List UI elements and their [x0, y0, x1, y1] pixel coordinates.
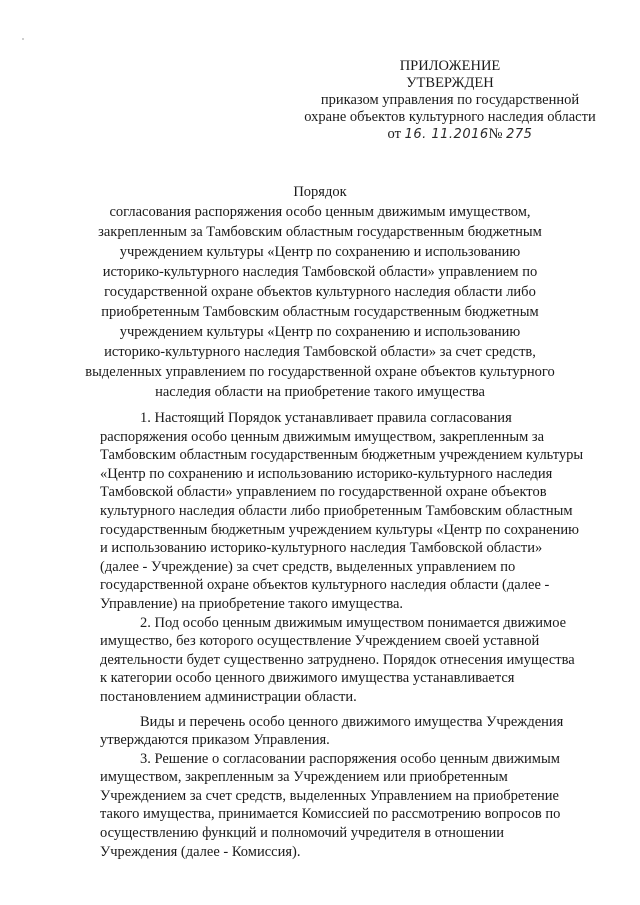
handwritten-number: 275	[506, 127, 533, 142]
document-title	[70, 182, 570, 402]
approval-date-line	[320, 126, 600, 143]
paragraph-line: государственной охране объектов культурного наследия области (далее -	[100, 577, 550, 594]
title-line: закрепленным за Тамбовским областным государственным бюджетным	[98, 224, 542, 240]
paragraph-line: «Центр по сохранению и использованию историко-культурного наследия	[100, 465, 553, 482]
title-line: государственной охране объектов культурного наследия области либо	[104, 284, 536, 300]
paragraph-1	[100, 409, 605, 614]
paragraph-line: 3. Решение о согласовании распоряжения особо ценным движимым	[140, 750, 560, 767]
date-prefix: от	[387, 126, 401, 142]
approval-order-line-2: охране объектов культурного наследия области	[304, 109, 596, 125]
paragraph-line: имуществом, закрепленным за Учреждением или приобретенным	[100, 769, 508, 786]
scan-speck	[22, 38, 24, 40]
title-line: согласования распоряжения особо ценным движимым имуществом,	[109, 204, 531, 220]
approval-stamp-block	[300, 58, 600, 143]
paragraph-line: имущество, без которого осуществление Учреждением своей уставной	[100, 633, 540, 650]
title-line: приобретенным Тамбовским областным государственным бюджетным	[101, 304, 539, 320]
paragraph-line: культурного наследия области либо приобретенным Тамбовским областным	[100, 502, 573, 519]
paragraph-line: деятельности будет существенно затруднено. Порядок отнесения имущества	[100, 651, 575, 668]
title-line: учреждением культуры «Центр по сохранению и использованию	[119, 244, 521, 260]
paragraph-line: Тамбовским областным государственным бюджетным учреждением культуры	[100, 447, 584, 464]
number-prefix: №	[488, 126, 503, 142]
paragraph-line: Тамбовской области» управлением по государственной охране объектов	[100, 484, 547, 501]
paragraph-line: Учреждением за счет средств, выделенных Управлением на приобретение	[100, 787, 559, 804]
paragraph-line: 1. Настоящий Порядок устанавливает правила согласования	[140, 410, 512, 426]
approval-order-line-1: приказом управления по государственной	[320, 92, 580, 108]
paragraph-line: Виды и перечень особо ценного движимого имущества Учреждения	[140, 713, 564, 730]
paragraph-line: к категории особо ценного движимого имущества устанавливается	[100, 670, 515, 687]
paragraph-line: утверждаются приказом Управления.	[100, 732, 330, 749]
title-line: историко-культурного наследия Тамбовской области» управлением по	[102, 264, 538, 280]
paragraph-line: Учреждения (далее - Комиссия).	[100, 843, 301, 860]
title-line: выделенных управлением по государственной охране объектов культурного	[85, 364, 555, 380]
title-line: историко-культурного наследия Тамбовской области» за счет средств,	[104, 344, 536, 360]
paragraph-line: Управление) на приобретение такого имущества.	[100, 595, 404, 612]
approval-heading: ПРИЛОЖЕНИЕ	[399, 58, 501, 74]
handwritten-date: 16. 11.2016	[404, 127, 489, 142]
document-body	[100, 409, 605, 861]
paragraph-line: осуществлению функций и полномочий учредителя в отношении	[100, 825, 505, 842]
title-line: наследия области на приобретение такого имущества	[155, 384, 485, 400]
paragraph-line: государственным бюджетным учреждением культуры «Центр по сохранению	[100, 521, 579, 538]
paragraph-line: и использованию историко-культурного наследия Тамбовской области»	[100, 540, 543, 557]
paragraph-4	[100, 750, 605, 862]
title-line: Порядок	[293, 184, 347, 200]
paragraph-line: (далее - Учреждение) за счет средств, выделенных управлением по	[100, 558, 516, 575]
paragraph-line: распоряжения особо ценным движимым имуществом, закрепленным за	[100, 428, 545, 445]
paragraph-line: постановлением администрации области.	[100, 688, 357, 705]
paragraph-line: такого имущества, принимается Комиссией по рассмотрению вопросов по	[100, 806, 561, 823]
approval-approved: УТВЕРЖДЕН	[406, 75, 494, 91]
title-line: учреждением культуры «Центр по сохранению и использованию	[119, 324, 521, 340]
paragraph-line: 2. Под особо ценным движимым имуществом понимается движимое	[140, 614, 567, 631]
paragraph-2	[100, 614, 605, 707]
paragraph-3	[100, 713, 605, 750]
